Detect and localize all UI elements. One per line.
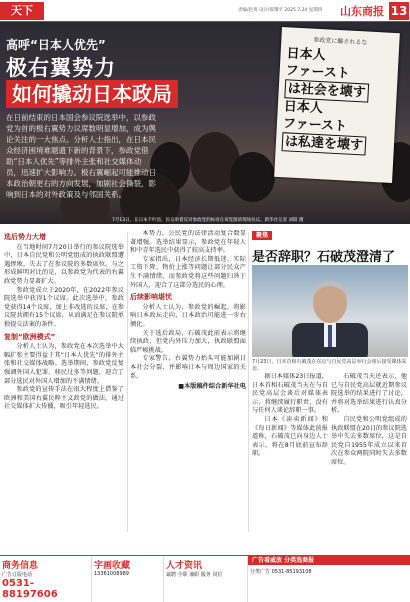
body-paragraph: 参政党的宣传手法在很大程度上借鉴了欧洲和美国右翼民粹主义政党的做法，通过社交媒体扩大传播，吸引年轻选民。 <box>4 386 124 411</box>
article-column-3a <box>252 373 328 573</box>
body-paragraph: 分析人士认为，参政党在本次选举中大幅扩张主要得益于其“日本人优先”的排外主张和社交媒体战略。选举期间，参政党反复强调外国人犯罪、移民过多等问题，迎合了部分选民对外国人增加的不满情绪。 <box>4 343 124 385</box>
subheading: 复制“欧洲模式” <box>4 332 56 341</box>
body-paragraph: 分析人士认为，参政党的崛起，将影响日本政坛走向，日本政治可能进一步右倾化。 <box>130 303 246 328</box>
article-credit: ■本版稿件综合新华社电 <box>178 383 246 391</box>
ad-business <box>0 556 92 602</box>
ad-phone: 0531-88197606 <box>2 578 58 600</box>
article-column-2 <box>130 230 246 500</box>
ad-classified <box>248 566 410 602</box>
body-paragraph: 参政党成立于2020年，在2022年参议院选举中获得1个议席。此次选举中，参政党获得14个议席，加上非改选的议席，在参议院共拥有15个议席，从而满足在参议院单独提交法案的条件。 <box>4 286 124 328</box>
main-headline-highlight: 如何撬动日本政局 <box>6 80 178 108</box>
ad-subtitle: 广告订版电话 <box>2 572 33 578</box>
newspaper-brand: 山东商报 <box>340 5 384 18</box>
ad-classified-banner: 广告看威放 分类选商报 <box>248 556 410 565</box>
page-number: 13 <box>390 4 408 18</box>
press-photo <box>252 265 408 357</box>
body-paragraph: 石破茂当天还表示，他已与自民党高层就近期参议院选举的结果进行了讨论，并将对选举结果进行认真分析。 <box>331 373 407 415</box>
sign-line: ファースト <box>285 63 351 82</box>
sign-line: 日本人 <box>283 99 324 117</box>
ad-text: 诚聘 全职 兼职 服务 岗位 <box>166 572 223 578</box>
body-paragraph: 日本《读卖新闻》和《每日新闻》等媒体此前报道称，石破茂已向身边人士表示，将在8月底前宣布辞职。 <box>252 415 328 458</box>
ad-phone: 13361008989 <box>94 571 129 577</box>
focus-tag: 聚焦 <box>252 231 272 240</box>
sign-top-text: 参政党に騙されるな <box>313 36 368 47</box>
body-paragraph: 关于选后政局，石破茂此前表示将继续执政，但党内外压力加大，执政联盟面临严峻挑战。 <box>130 329 246 354</box>
lead-paragraph: 在日前结束的日本国会参议院选举中，以参政党为首的极右翼势力议席数明显增加，成为舆论关注的一大焦点。分析人士指出，在日本民众经济困境难题遗下新的背景下，参政党借助“日本人优先”等排外主张和社交媒体动员，迅速扩大影响力。极右翼崛起可能推动日本政治朝更右的方向发展，加剧社会撕裂，影响到日本的对外政策及与邻国关系。 <box>6 113 156 199</box>
sign-line: 日本人 <box>286 46 326 64</box>
column-divider <box>248 232 249 532</box>
ad-calligraphy <box>92 556 164 602</box>
main-headline: 极右翼势力 <box>6 56 116 80</box>
ad-title: 人才资讯 <box>166 561 203 571</box>
ad-title: 商务信息 <box>2 561 39 571</box>
body-paragraph: 专家警告，右翼势力抬头可能加剧日本社会分裂，并影响日本与周边国家的关系。 <box>130 355 246 380</box>
ad-text: 分类广告 0531-85193108 <box>250 569 312 575</box>
ad-jobs <box>164 556 248 602</box>
ad-title: 字画收藏 <box>94 561 131 571</box>
politician-illustration <box>252 265 408 357</box>
body-paragraph: 自民党和公明党组成的执政联盟在20日的参议院选举中失去多数席位，这是自民党自1955年成立以来首次在参众两院同时失去多数席位。 <box>331 415 407 466</box>
article-column-1 <box>4 230 124 500</box>
article-headline: 是否辞职？石破茂澄清了 <box>252 250 396 265</box>
protest-sign <box>274 27 400 183</box>
hero-caption: 7月13日，在日本千叶县，民众举着反对参政党的标语在该党演讲现场抗议。新华社记者 刘阳 摄 <box>112 218 304 223</box>
body-paragraph: 本势力，公民党的法律活动复合数显著增强。选举结果显示，参政党在年轻人和中青年选民中获得了较高支持率。 <box>130 230 246 255</box>
photo-caption: 7月23日，日本首相石破茂在东京与自民党高层举行会谈后接受媒体采访。 <box>252 359 407 372</box>
subheading: 后续影响堪忧 <box>130 293 172 302</box>
body-paragraph: 专家指出，日本经济长期低迷、实际工资下降、物价上涨等问题让部分民众产生不满情绪，而参政党将这些问题归咎于外国人，迎合了这部分选民的心理。 <box>130 255 246 289</box>
article-column-3b <box>331 373 407 573</box>
sign-line: は私達を壊す <box>282 132 367 155</box>
sign-line: ファースト <box>282 116 348 135</box>
subheading: 选后势力大增 <box>4 233 46 241</box>
body-paragraph: 在当地时间7月20日举行的参议院选举中，日本自民党和公明党组成的执政联盟遭遇惨败，失去了在参议院的多数席位。与之形成鲜明对比的是，以参政党为代表的右翼政党势力显著扩大。 <box>4 243 124 285</box>
section-tag: 天下 <box>0 2 44 20</box>
masthead-meta: 责编/赵爽 设计/郝肇平 2025.7.24 星期四 <box>238 8 323 13</box>
crowd-figure <box>230 152 275 202</box>
column-divider <box>127 232 128 532</box>
body-paragraph: 据日本媒体23日报道，日本首相石破茂当天在与自民党高层会谈后对媒体表示，将继续履行职责，没有与任何人谈论辞职一事。 <box>252 373 328 415</box>
sign-line: は社会を壊す <box>284 79 369 102</box>
kicker-title: 高呼“日本人优先” <box>6 38 106 52</box>
